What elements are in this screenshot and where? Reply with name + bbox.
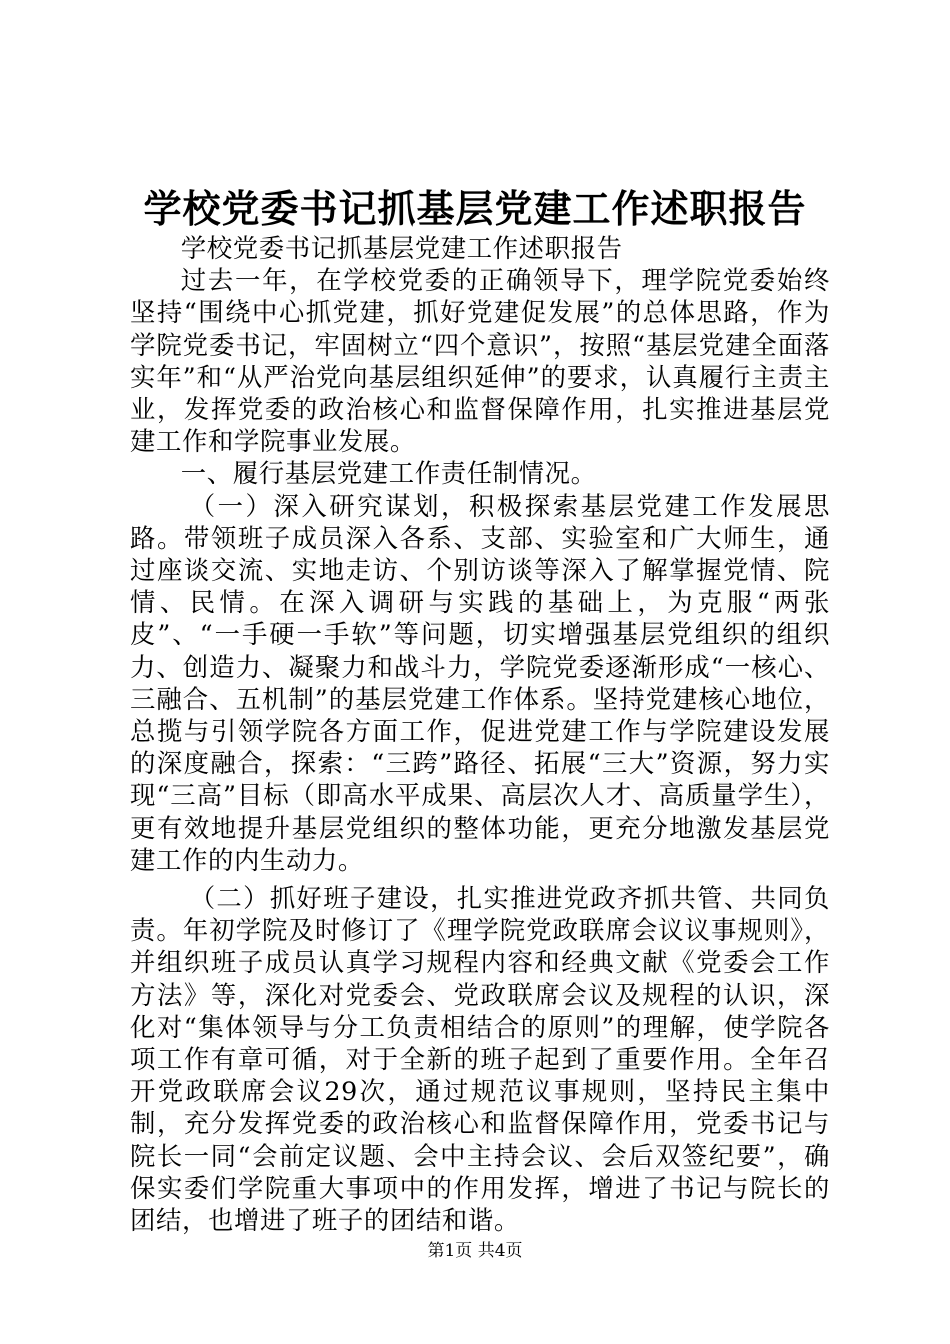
document-body (130, 232, 830, 1236)
paragraph-intro: 过去一年，在学校党委的正确领导下，理学院党委始终坚持“围绕中心抓党建，抓好党建促发展”的总体思路，作为学院党委书记，牢固树立“四个意识”，按照“基层党建全面落实年”和“从严治党向基层组织延伸”的要求，认真履行主责主业，发挥党委的政治核心和监督保障作用，扎实推进基层党建工作和学院事业发展。 (130, 265, 830, 457)
section-heading: 一、履行基层党建工作责任制情况。 (180, 458, 597, 489)
paragraph-subtitle: 学校党委书记抓基层党建工作述职报告 (180, 233, 623, 263)
document-title: 学校党委书记抓基层党建工作述职报告 (143, 186, 807, 231)
page-footer: 第1页 共4页 (427, 1241, 523, 1261)
paragraph-item-2: （二）抓好班子建设，扎实推进党政齐抓共管、共同负责。年初学院及时修订了《理学院党政联席会议议事规则》，并组织班子成员认真学习规程内容和经典文献《党委会工作方法》等，深化对党委会、党政联席会议及规程的认识，深化对“集体领导与分工负责相结合的原则”的理解，使学院各项工作有章可循，对于全新的班子起到了重要作用。全年召开党政联席会议29次，通过规范议事规则，坚持民主集中制，充分发挥党委的政治核心和监督保障作用，党委书记与院长一同“会前定议题、会中主持会议、会后双签纪要”，确保实委们学院重大事项中的作用发挥，增进了书记与院长的团结，也增进了班子的团结和谐。 (130, 883, 830, 1236)
paragraph-item-1: （一）深入研究谋划，积极探索基层党建工作发展思路。带领班子成员深入各系、支部、实验室和广大师生，通过座谈交流、实地走访、个别访谈等深入了解掌握党情、院情、民情。在深入调研与实践的基础上，为克服“两张皮”、“一手硬一手软”等问题，切实增强基层党组织的组织力、创造力、凝聚力和战斗力，学院党委逐渐形成“一核心、三融合、五机制”的基层党建工作体系。坚持党建核心地位，总揽与引领学院各方面工作，促进党建工作与学院建设发展的深度融合，探索：“三跨”路径、拓展“三大”资源，努力实现“三高”目标（即高水平成果、高层次人才、高质量学生），更有效地提升基层党组织的整体功能，更充分地激发基层党建工作的内生动力。 (130, 490, 830, 875)
